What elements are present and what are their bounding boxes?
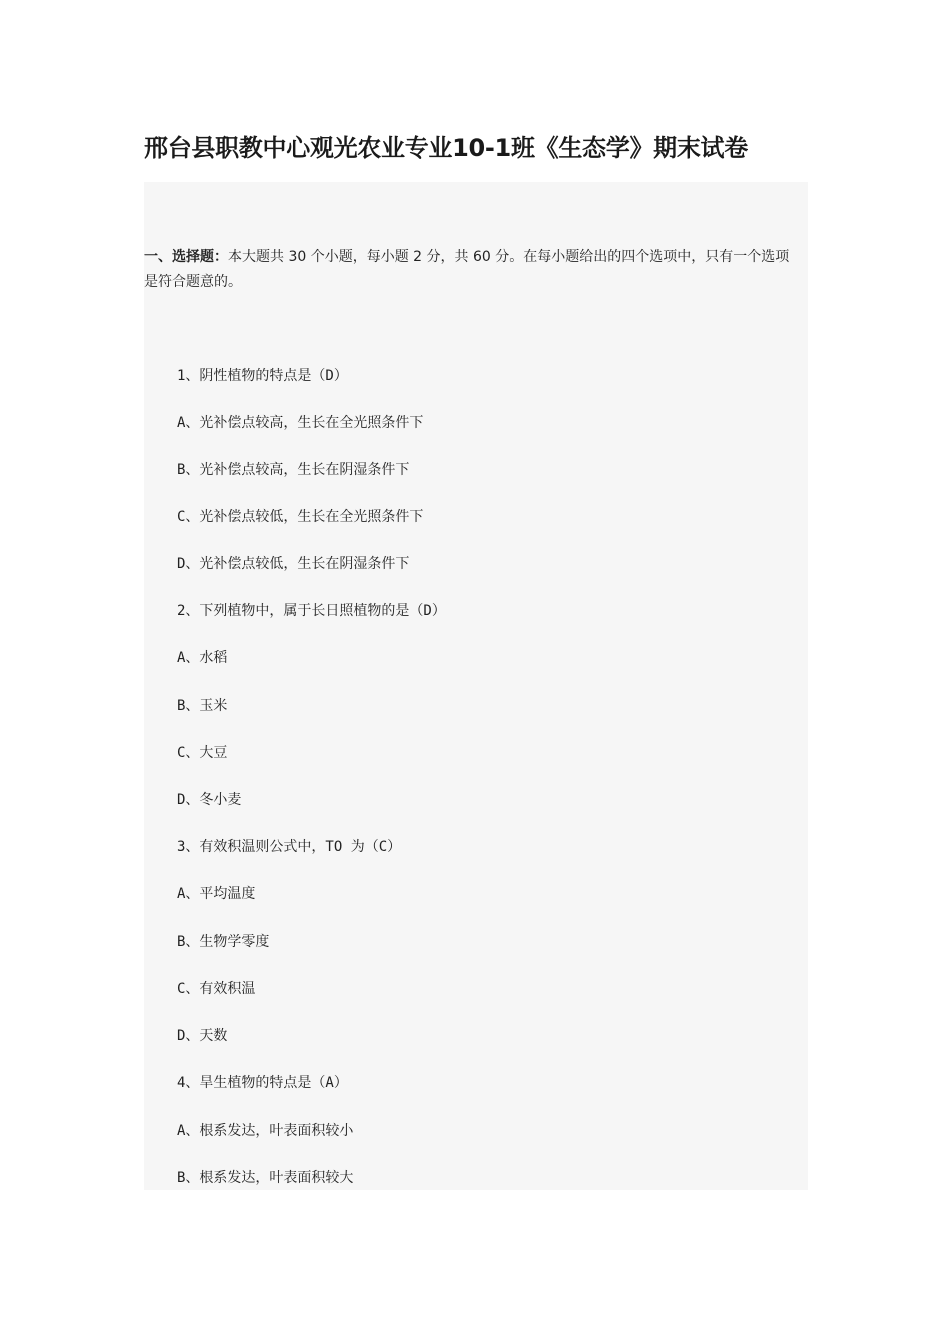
section-intro <box>144 245 794 295</box>
question-2-option-b: B、玉米 <box>177 698 228 714</box>
question-3-option-c: C、有效积温 <box>177 981 256 997</box>
question-3-option-d: D、天数 <box>177 1028 228 1044</box>
question-1-option-c: C、光补偿点较低，生长在全光照条件下 <box>177 509 424 525</box>
section-heading: 一、选择题： <box>144 249 228 265</box>
question-3-option-a: A、平均温度 <box>177 886 256 902</box>
question-1-option-b: B、光补偿点较高，生长在阴湿条件下 <box>177 462 410 478</box>
question-3: 3、有效积温则公式中，TO 为（C） <box>177 839 402 855</box>
question-1-option-a: A、光补偿点较高，生长在全光照条件下 <box>177 415 424 431</box>
question-3-option-b: B、生物学零度 <box>177 934 270 950</box>
question-1-option-d: D、光补偿点较低，生长在阴湿条件下 <box>177 556 410 572</box>
question-4: 4、旱生植物的特点是（A） <box>177 1075 348 1091</box>
section-description: 本大题共 30 个小题，每小题 2 分，共 60 分。在每小题给出的四个选项中，只有一个选项是符合题意的。 <box>144 249 790 290</box>
question-2-option-a: A、水稻 <box>177 650 228 666</box>
question-4-option-a: A、根系发达，叶表面积较小 <box>177 1123 354 1139</box>
question-2: 2、下列植物中，属于长日照植物的是（D） <box>177 603 446 619</box>
question-2-option-c: C、大豆 <box>177 745 228 761</box>
question-4-option-b: B、根系发达，叶表面积较大 <box>177 1170 354 1186</box>
content-panel <box>144 182 808 1190</box>
question-2-option-d: D、冬小麦 <box>177 792 242 808</box>
page-title: 邢台县职教中心观光农业专业10-1班《生态学》期末试卷 <box>144 134 748 162</box>
question-1: 1、阴性植物的特点是（D） <box>177 368 348 384</box>
